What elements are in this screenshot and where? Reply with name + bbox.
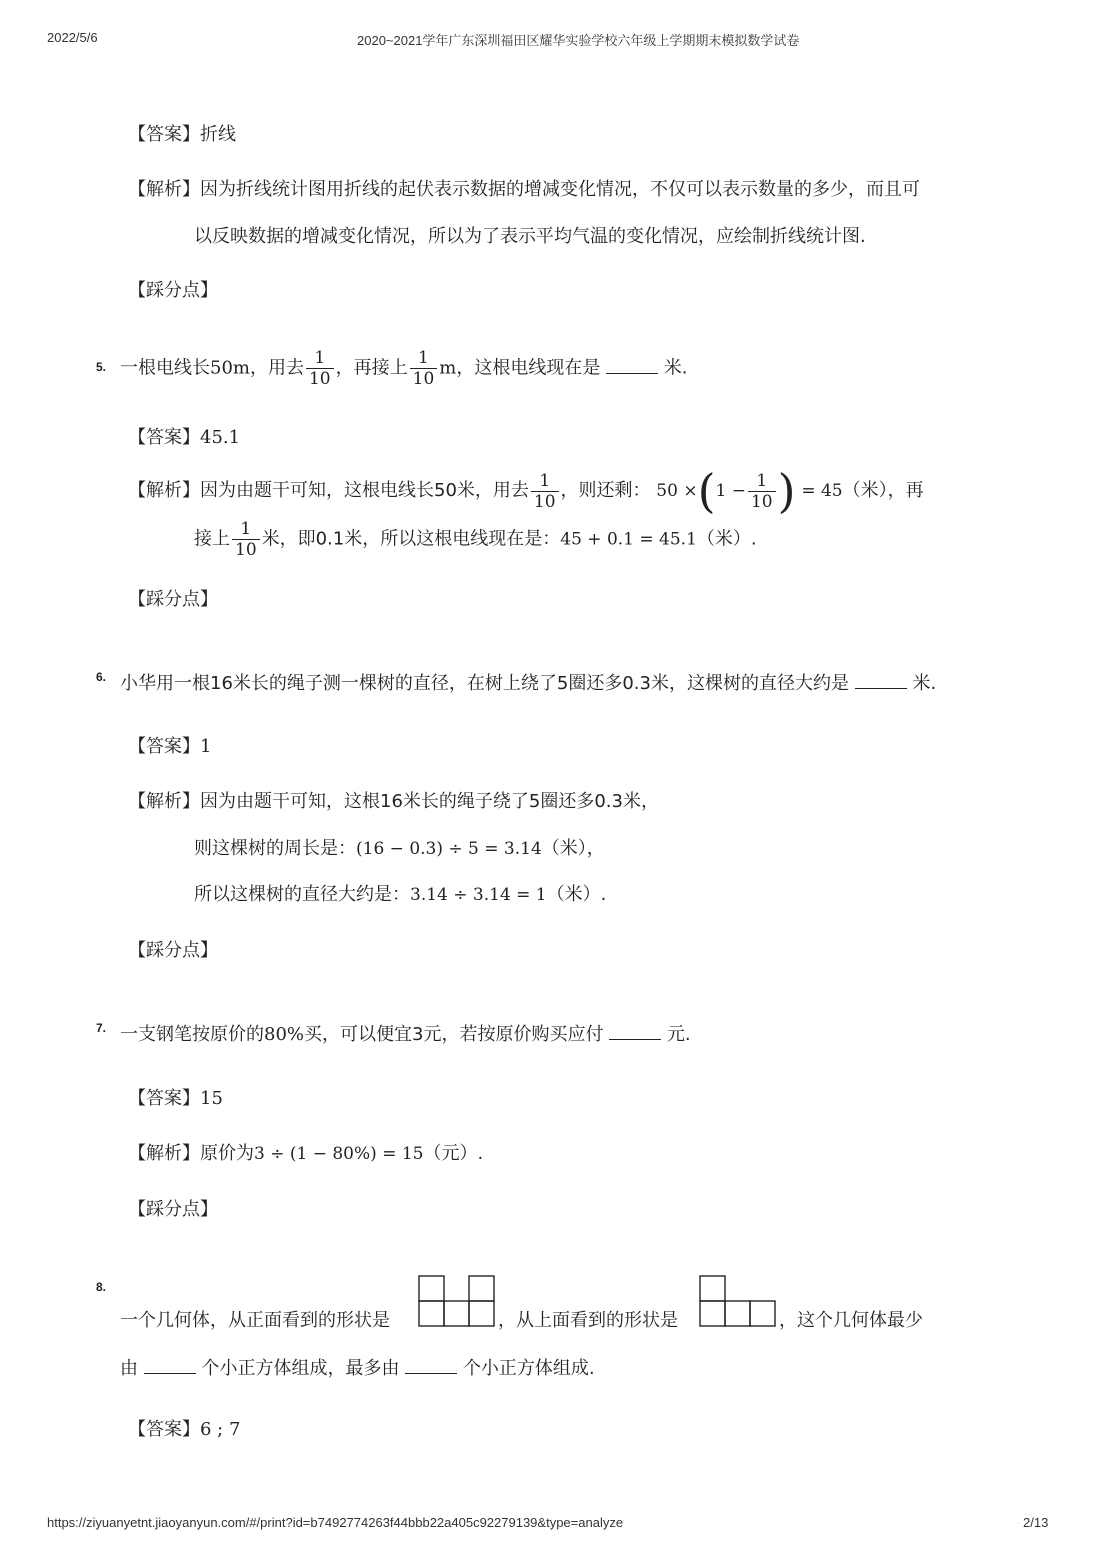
q8-line2: 由 个小正方体组成，最多由 个小正方体组成. [120,1355,595,1382]
q4-answer-value: 折线 [200,124,236,145]
fraction: $\frac{1}{10}$ [531,471,559,512]
q7-points-label: 【踩分点】 [128,1199,218,1220]
front-view-figure [418,1275,498,1327]
q6-analysis-line1: 【解析】因为由题干可知，这根16米长的绳子绕了5圈还多0.3米， [128,791,659,812]
q4-points-label: 【踩分点】 [128,280,218,301]
q8-line1-b: ，从上面看到的形状是 [498,1310,678,1331]
q5-question: 一根电线长50m，用去 $\frac{1}{10}$ ，再接上 $\frac{1}{10}$ m，这根电线现在是 米. [120,348,688,389]
q4-analysis-line2: 以反映数据的增减变化情况，所以为了表示平均气温的变化情况，应绘制折线统计图. [194,226,866,247]
q5-number: 5. [96,360,107,374]
q8-number: 8. [96,1280,107,1294]
q6-question: 小华用一根16米长的绳子测一棵树的直径，在树上绕了5圈还多0.3米，这棵树的直径大约是 米. [120,670,936,697]
q7-number: 7. [96,1021,107,1035]
answer-blank [144,1355,196,1374]
document-title: 2020~2021学年广东深圳福田区耀华实验学校六年级上学期期末模拟数学试卷 [357,33,800,48]
fraction: $\frac{1}{10}$ [306,348,334,389]
q7-analysis: 【解析】原价为3 ÷ (1 − 80%) = 15（元）. [128,1143,484,1164]
answer-label: 【答案】 [128,124,200,145]
q5-answer: 【答案】45.1 [128,427,241,448]
fraction: $\frac{1}{10}$ [232,519,260,560]
footer-url[interactable]: https://ziyuanyetnt.jiaoyanyun.com/#/print?id=b7492774263f44bbb22a405c92279139&type=analyze [47,1515,624,1530]
q5-analysis-line2: 接上 $\frac{1}{10}$ 米，即0.1米，所以这根电线现在是：45 + 0.1 = 45.1（米）. [194,519,757,560]
answer-blank [606,355,658,374]
q7-question: 一支钢笔按原价的80%买，可以便宜3元，若按原价购买应付 元. [120,1021,691,1048]
fraction: $\frac{1}{10}$ [748,471,776,512]
q8-line1-a: 一个几何体，从正面看到的形状是 [120,1310,390,1331]
q6-answer: 【答案】1 [128,736,212,757]
page-number: 2/13 [1023,1515,1049,1530]
answer-blank [405,1355,457,1374]
answer-blank [855,670,907,689]
q8-line1-c: ，这个几何体最少 [779,1310,923,1331]
q7-answer: 【答案】15 [128,1088,223,1109]
q6-points-label: 【踩分点】 [128,940,218,961]
top-view-figure [699,1275,779,1327]
q4-analysis-line1: 【解析】因为折线统计图用折线的起伏表示数据的增减变化情况，不仅可以表示数量的多少，而且可 [128,179,920,200]
q6-number: 6. [96,670,107,684]
q4-answer [128,122,236,148]
q6-analysis-line2: 则这棵树的周长是：(16 − 0.3) ÷ 5 = 3.14（米）， [194,838,605,859]
answer-blank [609,1021,661,1040]
print-date: 2022/5/6 [47,30,98,45]
analysis-label: 【解析】 [128,179,200,200]
fraction: $\frac{1}{10}$ [410,348,438,389]
q6-analysis-line3: 所以这棵树的直径大约是：3.14 ÷ 3.14 = 1（米）. [194,884,607,905]
q5-points-label: 【踩分点】 [128,589,218,610]
q8-answer: 【答案】6 ; 7 [128,1419,241,1440]
q5-analysis-line1: 【解析】因为由题干可知，这根电线长50米，用去 $\frac{1}{10}$ ，则还剩： 50 ×(1 − $\frac{1}{10}$ ) = 45（米），再 [128,464,924,518]
